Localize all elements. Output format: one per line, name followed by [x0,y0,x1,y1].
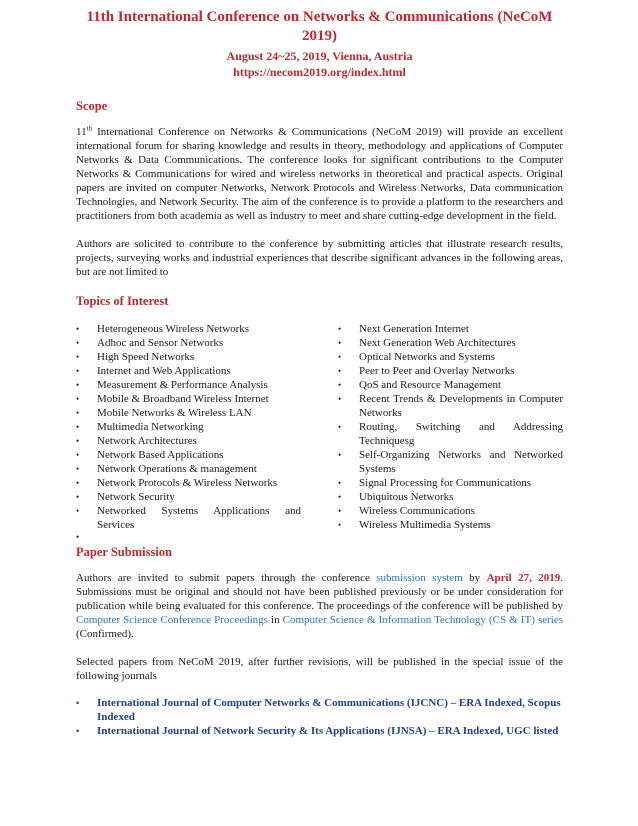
topic-item [76,504,301,532]
bullet-icon: • [338,450,342,460]
conference-dates: August 24~25, 2019, Vienna, Austria [226,49,413,63]
topic-item-text: Network Operations & management [97,463,257,475]
bullet-icon: • [76,352,80,362]
bullet-icon: • [76,338,80,348]
bullet-icon: • [338,366,342,376]
topic-item-text: Internet and Web Applications [97,365,231,377]
submission-paragraph-2: Selected papers from NeCoM 2019, after further revisions, will be published in the special issue of the following journals [76,656,563,682]
topic-item-text: Measurement & Performance Analysis [97,379,268,391]
text-run: . Submissions must be original and should not have been published previously or be under consideration for publication while being evaluated for this conference. The proceedings of the conference will be published by [76,572,563,612]
journal-item-text[interactable]: International Journal of Computer Networks & Communications (IJCNC) – ERA Indexed, Scopus Indexed [97,697,561,723]
topic-item [76,434,301,448]
topic-item [76,350,301,364]
bullet-icon: • [76,492,80,502]
topic-item-text: Peer to Peer and Overlay Networks [359,365,515,377]
conference-url[interactable]: https://necom2019.org/index.html [233,65,406,79]
topic-item [338,350,563,364]
scope-paragraph-1 [76,125,563,223]
topics-columns [76,322,563,532]
proceedings-link[interactable]: Computer Science Conference Proceedings [76,614,268,626]
bullet-icon: • [76,450,80,460]
text-run: Authors are invited to submit papers through the conference [76,572,377,584]
series-link[interactable]: Computer Science & Information Technology (CS & IT) series [282,614,563,626]
topic-item [338,392,563,420]
topic-item [338,476,563,490]
bullet-icon: • [338,380,342,390]
bullet-icon: • [338,324,342,334]
page [76,8,563,738]
bullet-icon: • [338,520,342,530]
topic-item-text: Wireless Communications [359,505,475,517]
topic-item [338,518,563,532]
topic-item-text: Network Architectures [97,435,197,447]
topic-item [76,336,301,350]
topic-item-text: High Speed Networks [97,351,195,363]
bullet-icon: • [76,394,80,404]
topic-item-text: QoS and Resource Management [359,379,502,391]
topic-item-text: Adhoc and Sensor Networks [97,337,224,349]
bullet-icon: • [338,338,342,348]
bullet-icon: • [76,726,80,736]
submission-deadline: April 27, 2019 [486,572,561,584]
topic-item [76,490,301,504]
topic-item-text: Signal Processing for Communications [359,477,532,489]
bullet-icon: • [338,478,342,488]
bullet-icon: • [76,532,80,542]
topic-item [338,448,563,476]
topic-item [338,504,563,518]
topic-item-text: Ubiquitous Networks [359,491,454,503]
topic-item-text: Routing, Switching and Addressing Techniquesg [359,421,563,447]
bullet-icon: • [76,422,80,432]
topic-item-text: Wireless Multimedia Systems [359,519,491,531]
text-run: in [267,614,283,626]
bullet-icon: • [338,422,342,432]
bullet-icon: • [76,464,80,474]
topic-item [338,336,563,350]
topics-right-list [338,322,563,532]
topic-item [338,322,563,336]
topic-item [338,364,563,378]
scope-paragraph-2: Authors are solicited to contribute to the conference by submitting articles that illustrate research results, projects, surveying works and industrial experiences that describe significant advances in the following areas, but are not limited to [76,238,563,278]
ordinal-number: 11 [76,126,87,138]
topic-item [338,378,563,392]
bullet-icon: • [76,436,80,446]
bullet-icon: • [76,698,80,708]
bullet-icon: • [338,506,342,516]
topics-left-list [76,322,301,532]
topic-item [76,462,301,476]
topic-item [76,322,301,336]
topic-item [76,406,301,420]
topics-right-column [338,322,563,532]
topic-item-text: Mobile Networks & Wireless LAN [97,407,252,419]
bullet-icon: • [76,478,80,488]
topic-item [76,448,301,462]
bullet-icon: • [76,366,80,376]
scope-paragraph-1-text: International Conference on Networks & Communications (NeCoM 2019) will provide an excellent international forum for sharing knowledge and results in theory, methodology and applications of Computer Networks & Data Communications. The conference looks for significant contributions to the Computer Networks & Communications for wired and wireless networks in theoretical and practical aspects. Original papers are invited on computer Networks, Network Protocols and Wireless Networks, Data communication Technologies, and Network Security. The aim of the conference is to provide a platform to the researchers and practitioners from both academia as well as industry to meet and share cutting-edge development in the field. [76,126,563,222]
topics-left-column [76,322,301,532]
topic-item-text: Network Based Applications [97,449,224,461]
bullet-icon: • [76,324,80,334]
journal-item[interactable] [76,724,563,738]
conference-title: 11th International Conference on Networks & Communications (NeCoM 2019) [86,9,553,44]
topic-item-text: Recent Trends & Developments in Computer Networks [359,393,563,419]
bullet-icon: • [76,506,80,516]
journal-item[interactable] [76,696,563,724]
bullet-icon: • [76,380,80,390]
submission-paragraph-1 [76,571,563,641]
topic-item [338,420,563,448]
bullet-icon: • [338,394,342,404]
scope-heading: Scope [76,99,108,113]
topics-heading: Topics of Interest [76,294,169,308]
bullet-icon: • [338,352,342,362]
text-run: by [462,572,487,584]
journal-item-text[interactable]: International Journal of Network Security & Its Applications (IJNSA) – ERA Indexed, UGC listed [97,725,559,737]
topic-item-text: Multimedia Networking [97,421,204,433]
submission-system-link[interactable]: submission system [376,572,463,584]
topic-item-text: Self-Organizing Networks and Networked Systems [359,449,563,475]
submission-heading: Paper Submission [76,545,172,559]
topic-item-text: Network Protocols & Wireless Networks [97,477,278,489]
text-run: (Confirmed). [76,628,134,640]
topic-item [76,392,301,406]
topic-item-text: Heterogeneous Wireless Networks [97,323,250,335]
topic-item [338,490,563,504]
topic-item [76,420,301,434]
topic-item [76,476,301,490]
bullet-icon: • [76,408,80,418]
empty-list-item [76,532,563,544]
topic-item-text: Networked Systems Applications and Services [97,505,301,531]
topic-item-text: Next Generation Internet [359,323,469,335]
topic-item-text: Next Generation Web Architectures [359,337,516,349]
topic-item-text: Network Security [97,491,175,503]
topic-item-text: Optical Networks and Systems [359,351,495,363]
topic-item [76,378,301,392]
journals-list [76,696,563,738]
bullet-icon: • [338,492,342,502]
ordinal-suffix: th [86,124,93,133]
topic-item [76,364,301,378]
topic-item-text: Mobile & Broadband Wireless Internet [97,393,269,405]
